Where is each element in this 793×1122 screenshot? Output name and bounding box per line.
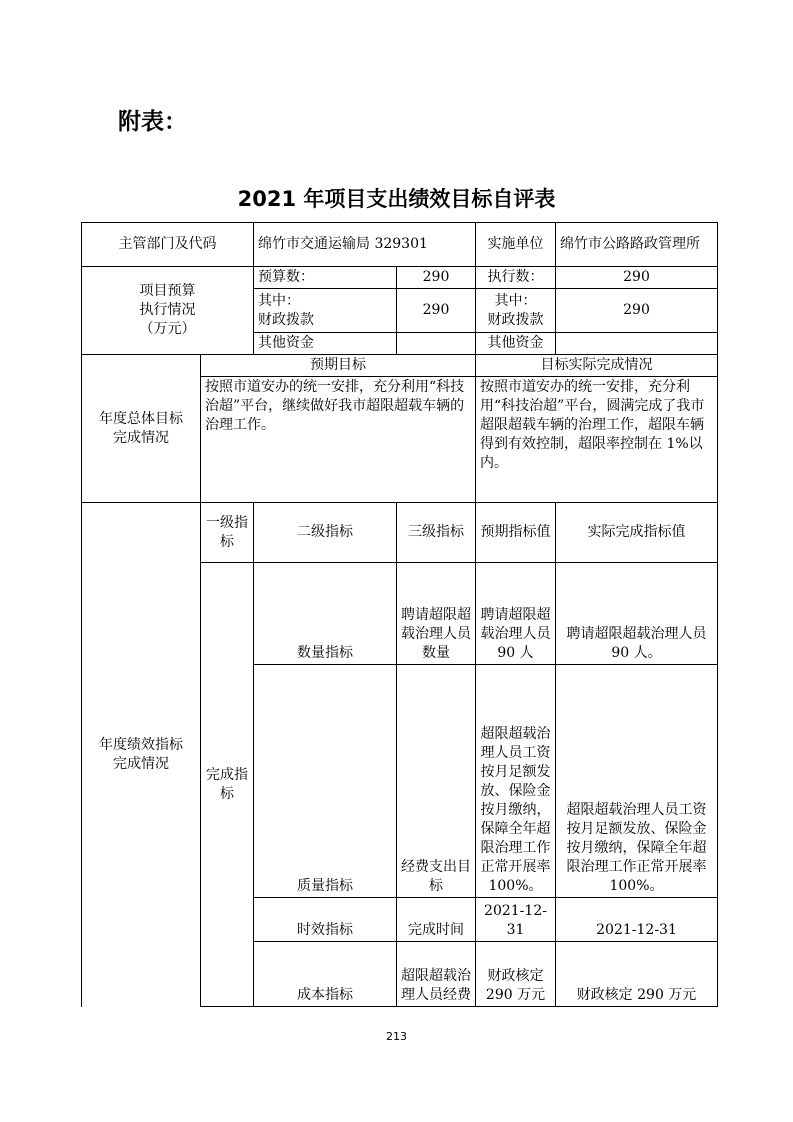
indicator-label-line1: 年度绩效指标 [99, 736, 183, 753]
level1-header: 一级指标 [201, 503, 254, 563]
fiscal-exec-label-b: 财政拨款 [487, 311, 544, 328]
fiscal-exec-value: 290 [556, 289, 718, 333]
level2-value: 数量指标 [254, 563, 397, 665]
budget-amount-value: 290 [397, 267, 476, 289]
other-funds-budget [397, 333, 476, 355]
budget-label-line3: （万元） [139, 321, 196, 337]
expected-goal-header: 预期目标 [201, 355, 476, 377]
actual-value: 聘请超限超载治理人员 90 人。 [556, 563, 718, 665]
actual-value: 超限超载治理人员工资按月足额发放、保险金按月缴纳，保障全年超限治理工作正常开展率 100%。 [556, 665, 718, 898]
indicator-header-row [82, 503, 718, 563]
fiscal-exec-label [476, 289, 556, 333]
goal-label-line1: 年度总体目标 [99, 410, 183, 427]
level2-value: 时效指标 [254, 898, 397, 942]
expected-value: 聘请超限超载治理人员 90 人 [476, 563, 556, 665]
fiscal-exec-label-a: 其中： [494, 292, 537, 309]
goal-label-line2: 完成情况 [113, 429, 169, 446]
actual-value: 2021-12-31 [556, 898, 718, 942]
page-number: 213 [386, 1030, 407, 1043]
level3-value: 经费支出目标 [397, 665, 476, 898]
exec-amount-value: 290 [556, 267, 718, 289]
attachment-label: 附表： [118, 109, 187, 135]
indicator-section-label [82, 503, 201, 1007]
fiscal-label-a: 其中： [258, 292, 300, 309]
fiscal-budget-value: 290 [397, 289, 476, 333]
expected-goal-text: 按照市道安办的统一安排，充分利用“科技治超”平台，继续做好我市超限超载车辆的治理工作。 [201, 377, 476, 503]
level2-value: 质量指标 [254, 665, 397, 898]
actual-value-header: 实际完成指标值 [556, 503, 718, 563]
expected-value: 2021-12-31 [476, 898, 556, 942]
budget-label-line2: 执行情况 [139, 302, 196, 318]
fiscal-label-b: 财政拨款 [258, 311, 314, 328]
other-funds-exec-label: 其他资金 [476, 333, 556, 355]
goal-header-row [82, 355, 718, 377]
level3-header: 三级指标 [397, 503, 476, 563]
actual-value: 财政核定 290 万元 [556, 942, 718, 1007]
actual-goal-text: 按照市道安办的统一安排，充分利用“科技治超”平台，圆满完成了我市超限超载车辆的治理工作，超限车辆得到有效控制，超限率控制在 1%以内。 [476, 377, 718, 503]
level1-value: 完成指标 [201, 563, 254, 1007]
level3-value: 完成时间 [397, 898, 476, 942]
self-evaluation-table [81, 222, 718, 1007]
level3-value: 聘请超限超载治理人员数量 [397, 563, 476, 665]
indicator-label-line2: 完成情况 [113, 755, 169, 772]
level3-value: 超限超载治理人员经费 [397, 942, 476, 1007]
fiscal-label [254, 289, 397, 333]
expected-value: 超限超载治理人员工资按月足额发放、保险金按月缴纳，保障全年超限治理工作正常开展率 100%。 [476, 665, 556, 898]
actual-goal-header: 目标实际完成情况 [476, 355, 718, 377]
dept-label: 主管部门及代码 [82, 223, 254, 267]
budget-amount-label: 预算数： [254, 267, 397, 289]
level2-header: 二级指标 [254, 503, 397, 563]
other-funds-label: 其他资金 [254, 333, 397, 355]
budget-row [82, 267, 718, 289]
expected-value-header: 预期指标值 [476, 503, 556, 563]
other-funds-exec [556, 333, 718, 355]
level2-value: 成本指标 [254, 942, 397, 1007]
goal-label [82, 355, 201, 503]
dept-value: 绵竹市交通运输局 329301 [254, 223, 476, 267]
impl-label: 实施单位 [476, 223, 556, 267]
budget-label [82, 267, 254, 355]
expected-value: 财政核定 290 万元 [476, 942, 556, 1007]
budget-label-line1: 项目预算 [139, 283, 196, 299]
page-title: 2021 年项目支出绩效目标自评表 [237, 187, 556, 211]
impl-value: 绵竹市公路路政管理所 [556, 223, 718, 267]
exec-amount-label: 执行数： [476, 267, 556, 289]
basic-info-row [82, 223, 718, 267]
